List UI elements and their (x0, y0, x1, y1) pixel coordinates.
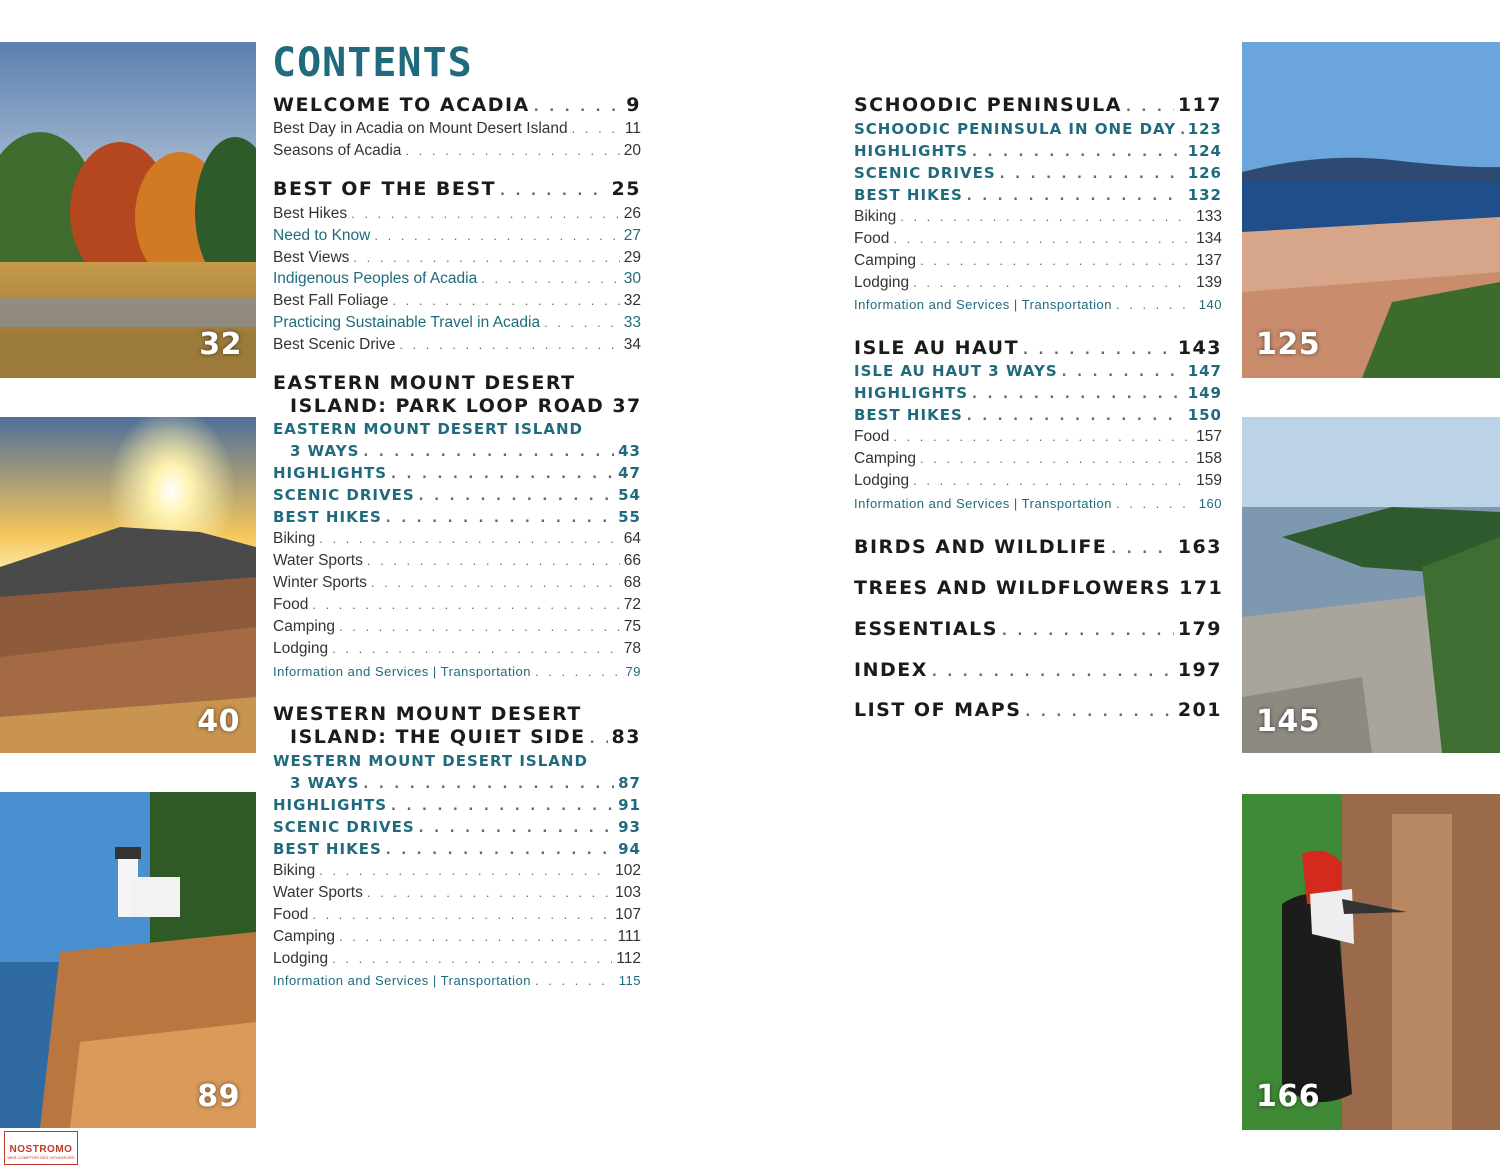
dot-leader (500, 184, 608, 199)
toc-entry-eastern-3ways[interactable] (290, 442, 641, 460)
toc-page: 34 (623, 336, 641, 353)
nostromo-logo (4, 1131, 78, 1165)
dot-leader (1025, 705, 1173, 720)
toc-label: BEST HIKES (273, 840, 382, 858)
toc-entry-s-scenic-drives[interactable] (854, 164, 1222, 182)
toc-page: 32 (623, 292, 641, 309)
toc-label: HIGHLIGHTS (854, 142, 969, 160)
toc-page: 33 (623, 314, 641, 331)
toc-entry-birds[interactable] (854, 536, 1222, 558)
toc-entry-s-biking[interactable] (854, 208, 1222, 226)
dot-leader (339, 929, 613, 944)
dot-leader (893, 231, 1192, 246)
toc-page: 140 (1198, 297, 1222, 312)
dot-leader (363, 445, 614, 460)
toc-label: ISLAND: PARK LOOP ROAD (290, 395, 605, 417)
toc-page: 157 (1196, 428, 1222, 445)
toc-page: 139 (1196, 274, 1222, 291)
toc-page: 134 (1196, 230, 1222, 247)
toc-page: 107 (615, 906, 641, 923)
toc-label: Food (273, 906, 309, 923)
toc-entry-seasons[interactable] (273, 142, 641, 160)
toc-entry-e-best-hikes[interactable] (273, 508, 641, 526)
dot-leader (1002, 624, 1174, 639)
toc-entry-western-3ways[interactable] (290, 774, 641, 792)
toc-entry-best-day[interactable] (273, 120, 641, 138)
dot-leader (371, 575, 620, 590)
dot-leader (481, 271, 620, 286)
toc-heading-western-3ways-line1[interactable]: WESTERN MOUNT DESERT ISLAND (273, 752, 588, 770)
toc-page: 112 (616, 950, 641, 967)
toc-label: Food (273, 596, 309, 613)
toc-page: 111 (617, 928, 641, 945)
toc-label: BEST HIKES (854, 186, 963, 204)
toc-label: Winter Sports (273, 574, 367, 591)
toc-entry-w-highlights[interactable] (273, 796, 641, 814)
toc-entry-s-best-hikes[interactable] (854, 186, 1222, 204)
toc-entry-schoodic[interactable] (854, 94, 1222, 116)
toc-page: 150 (1187, 406, 1222, 424)
dot-leader (332, 641, 620, 656)
toc-page: 79 (625, 664, 641, 679)
toc-page: 94 (618, 840, 641, 858)
dot-leader (1116, 297, 1195, 312)
toc-page: 158 (1196, 450, 1222, 467)
toc-page: 64 (623, 530, 641, 547)
toc-page: 201 (1177, 699, 1222, 721)
toc-label: HIGHLIGHTS (854, 384, 969, 402)
toc-entry-w-food[interactable] (273, 906, 641, 924)
toc-entry-e-winter-sports[interactable] (273, 574, 641, 592)
photo-page-number: 32 (199, 327, 242, 362)
toc-label: HIGHLIGHTS (273, 464, 388, 482)
toc-entry-e-camping[interactable] (273, 618, 641, 636)
toc-label: Lodging (854, 274, 910, 291)
toc-label: SCHOODIC PENINSULA (854, 94, 1122, 116)
sunrise-mountain-image (0, 417, 256, 753)
toc-entry-e-biking[interactable] (273, 530, 641, 548)
toc-label: SCENIC DRIVES (854, 164, 996, 182)
toc-page: 30 (623, 270, 641, 287)
toc-page: 137 (1196, 252, 1222, 269)
toc-label: LIST OF MAPS (854, 699, 1022, 721)
dot-leader (967, 189, 1184, 204)
toc-page: 66 (623, 552, 641, 569)
toc-entry-i-best-hikes[interactable] (854, 406, 1222, 424)
toc-page: 27 (623, 227, 641, 244)
dot-leader (367, 553, 620, 568)
toc-entry-i-food[interactable] (854, 428, 1222, 446)
toc-label: Camping (273, 618, 336, 635)
toc-page: 72 (623, 596, 641, 613)
toc-page: 124 (1187, 142, 1222, 160)
toc-entry-index[interactable] (854, 659, 1222, 681)
toc-page: 55 (618, 508, 641, 526)
toc-heading-eastern-line1[interactable]: EASTERN MOUNT DESERT (273, 372, 576, 394)
dot-leader (1116, 496, 1195, 511)
dot-leader (1111, 542, 1174, 557)
dot-leader (544, 315, 620, 330)
dot-leader (534, 100, 623, 115)
toc-label: Camping (273, 928, 336, 945)
photo-page-number: 145 (1256, 704, 1321, 739)
toc-entry-s-info[interactable] (854, 297, 1222, 312)
toc-page: 43 (618, 442, 641, 460)
toc-label: Best Views (273, 249, 350, 266)
toc-label: ESSENTIALS (854, 618, 998, 640)
toc-page: 179 (1177, 618, 1222, 640)
toc-label: SCENIC DRIVES (273, 486, 415, 504)
dot-leader (351, 206, 620, 221)
toc-label: SCENIC DRIVES (273, 818, 415, 836)
dot-leader (386, 843, 614, 858)
toc-label: Best Fall Foliage (273, 292, 389, 309)
toc-page: 133 (1196, 208, 1222, 225)
toc-entry-list-of-maps[interactable] (854, 699, 1222, 721)
photo-page-number: 89 (197, 1079, 240, 1114)
toc-label: ISLE AU HAUT 3 WAYS (854, 362, 1058, 380)
toc-label: Lodging (273, 640, 329, 657)
dot-leader (920, 253, 1192, 268)
isle-au-haut-coast-image (1242, 417, 1500, 753)
lighthouse-image (0, 792, 256, 1128)
toc-label: Water Sports (273, 884, 363, 901)
toc-label: TREES AND WILDFLOWERS (854, 577, 1172, 599)
dot-leader (319, 863, 611, 878)
dot-leader (1062, 365, 1184, 380)
dot-leader (972, 387, 1184, 402)
toc-page: 83 (611, 726, 641, 748)
toc-page: 93 (618, 818, 641, 836)
toc-entry-fall-foliage[interactable] (273, 292, 641, 310)
toc-entry-isle-au-haut[interactable] (854, 337, 1222, 359)
toc-entry-eastern[interactable] (290, 395, 641, 417)
toc-label: WELCOME TO ACADIA (273, 94, 530, 116)
toc-page: 147 (1187, 362, 1222, 380)
toc-page: 87 (618, 774, 641, 792)
photo-page-number: 166 (1256, 1079, 1321, 1114)
toc-entry-i-camping[interactable] (854, 450, 1222, 468)
toc-entry-e-lodging[interactable] (273, 640, 641, 658)
toc-page: 78 (623, 640, 641, 657)
photo-page-number: 125 (1256, 327, 1321, 362)
toc-heading-eastern-3ways-line1[interactable]: EASTERN MOUNT DESERT ISLAND (273, 420, 583, 438)
toc-page: 20 (623, 142, 641, 159)
photo-page-number: 40 (197, 704, 240, 739)
toc-entry-trees[interactable] (854, 577, 1222, 599)
toc-entry-w-info[interactable] (273, 973, 641, 988)
photo-schoodic-rocks (1242, 42, 1500, 378)
toc-label: Best Scenic Drive (273, 336, 396, 353)
dot-leader (405, 143, 619, 158)
toc-entry-i-3-ways[interactable] (854, 362, 1222, 380)
toc-label: BEST OF THE BEST (273, 178, 497, 200)
dot-leader (1180, 123, 1184, 138)
toc-page: 54 (618, 486, 641, 504)
toc-label: BEST HIKES (854, 406, 963, 424)
dot-leader (312, 907, 611, 922)
toc-page: 47 (618, 464, 641, 482)
toc-entry-w-best-hikes[interactable] (273, 840, 641, 858)
toc-entry-s-lodging[interactable] (854, 274, 1222, 292)
toc-label: Need to Know (273, 227, 371, 244)
toc-entry-w-biking[interactable] (273, 862, 641, 880)
toc-label: BEST HIKES (273, 508, 382, 526)
toc-entry-essentials[interactable] (854, 618, 1222, 640)
dot-leader (932, 665, 1174, 680)
toc-entry-e-highlights[interactable] (273, 464, 641, 482)
toc-page: 149 (1187, 384, 1222, 402)
logo-name: NOSTROMO (9, 1144, 73, 1155)
toc-label: Information and Services | Transportation (854, 297, 1112, 312)
dot-leader (332, 951, 612, 966)
toc-label: BIRDS AND WILDLIFE (854, 536, 1108, 558)
toc-label: Seasons of Acadia (273, 142, 402, 159)
dot-leader (419, 821, 614, 836)
toc-label: 3 WAYS (290, 442, 360, 460)
dot-leader (913, 275, 1192, 290)
dot-leader (572, 121, 621, 136)
dot-leader (386, 511, 614, 526)
toc-entry-s-camping[interactable] (854, 252, 1222, 270)
toc-page: 37 (612, 395, 642, 417)
toc-entry-w-lodging[interactable] (273, 950, 641, 968)
dot-leader (972, 145, 1184, 160)
toc-page: 160 (1198, 496, 1222, 511)
dot-leader (391, 799, 614, 814)
toc-entry-welcome[interactable] (273, 94, 641, 116)
toc-page: 115 (618, 973, 641, 988)
dot-leader (893, 429, 1192, 444)
toc-page: 171 (1179, 577, 1224, 599)
toc-entry-w-water-sports[interactable] (273, 884, 641, 902)
toc-entry-s-highlights[interactable] (854, 142, 1222, 160)
toc-label: 3 WAYS (290, 774, 360, 792)
photo-isle-coast (1242, 417, 1500, 753)
toc-entry-sustainable-travel[interactable] (273, 314, 641, 332)
dot-leader (1126, 100, 1174, 115)
dot-leader (312, 597, 619, 612)
dot-leader (900, 209, 1192, 224)
dot-leader (535, 664, 622, 679)
toc-label: Biking (273, 530, 316, 547)
toc-entry-i-lodging[interactable] (854, 472, 1222, 490)
toc-label: Best Day in Acadia on Mount Desert Island (273, 120, 568, 137)
dot-leader (1023, 343, 1174, 358)
toc-heading-western-line1[interactable]: WESTERN MOUNT DESERT (273, 703, 582, 725)
toc-page: 29 (623, 249, 641, 266)
dot-leader (1000, 167, 1184, 182)
toc-entry-scenic-drive[interactable] (273, 336, 641, 354)
dot-leader (374, 228, 619, 243)
toc-entry-w-scenic-drives[interactable] (273, 818, 641, 836)
toc-page: 102 (615, 862, 641, 879)
toc-label: Best Hikes (273, 205, 348, 222)
photo-sunrise-cadillac (0, 417, 256, 753)
toc-page: 103 (615, 884, 641, 901)
toc-label: Water Sports (273, 552, 363, 569)
dot-leader (920, 451, 1192, 466)
toc-label: Food (854, 428, 890, 445)
dot-leader (535, 973, 615, 988)
dot-leader (399, 337, 619, 352)
dot-leader (590, 732, 608, 747)
toc-page: 197 (1177, 659, 1222, 681)
toc-label: ISLAND: THE QUIET SIDE (290, 726, 586, 748)
toc-label: INDEX (854, 659, 928, 681)
toc-label: Practicing Sustainable Travel in Acadia (273, 314, 541, 331)
toc-page: 163 (1177, 536, 1222, 558)
dot-leader (913, 473, 1192, 488)
toc-page: 68 (623, 574, 641, 591)
dot-leader (392, 293, 619, 308)
toc-entry-i-highlights[interactable] (854, 384, 1222, 402)
dot-leader (319, 531, 620, 546)
dot-leader (967, 409, 1184, 424)
photo-autumn-marsh (0, 42, 256, 378)
toc-page: 117 (1177, 94, 1222, 116)
toc-label: Biking (854, 208, 897, 225)
toc-entry-western[interactable] (290, 726, 641, 748)
toc-entry-w-camping[interactable] (273, 928, 641, 946)
dot-leader (353, 250, 619, 265)
toc-label: Indigenous Peoples of Acadia (273, 270, 478, 287)
photo-woodpecker (1242, 794, 1500, 1130)
dot-leader (367, 885, 611, 900)
toc-page: 123 (1187, 120, 1222, 138)
toc-entry-need-to-know[interactable] (273, 227, 641, 245)
toc-page: 132 (1187, 186, 1222, 204)
toc-page: 11 (624, 120, 641, 137)
toc-label: HIGHLIGHTS (273, 796, 388, 814)
toc-page: 159 (1196, 472, 1222, 489)
toc-entry-i-info[interactable] (854, 496, 1222, 511)
toc-label: Camping (854, 450, 917, 467)
toc-entry-e-scenic-drives[interactable] (273, 486, 641, 504)
toc-entry-e-water-sports[interactable] (273, 552, 641, 570)
toc-entry-best-of-the-best[interactable] (273, 178, 641, 200)
toc-label: Information and Services | Transportation (273, 973, 531, 988)
dot-leader (419, 489, 614, 504)
dot-leader (363, 777, 614, 792)
toc-label: Camping (854, 252, 917, 269)
toc-entry-s-food[interactable] (854, 230, 1222, 248)
toc-page: 75 (623, 618, 641, 635)
toc-label: Food (854, 230, 890, 247)
toc-page: 26 (623, 205, 641, 222)
toc-page: 9 (626, 94, 641, 116)
page-title: CONTENTS (272, 40, 473, 86)
toc-entry-e-food[interactable] (273, 596, 641, 614)
toc-label: ISLE AU HAUT (854, 337, 1020, 359)
toc-page: 91 (618, 796, 641, 814)
toc-entry-best-hikes[interactable] (273, 205, 641, 223)
toc-label: Lodging (273, 950, 329, 967)
toc-label: SCHOODIC PENINSULA IN ONE DAY (854, 120, 1177, 138)
toc-entry-e-info[interactable] (273, 664, 641, 679)
logo-tagline: WEB COMPTOIR DES VOYAGEURS (7, 1155, 75, 1160)
toc-label: Biking (273, 862, 316, 879)
toc-label: Information and Services | Transportation (273, 664, 531, 679)
dot-leader (339, 619, 620, 634)
toc-entry-best-views[interactable] (273, 249, 641, 267)
dot-leader (391, 467, 614, 482)
toc-page: 143 (1177, 337, 1222, 359)
toc-label: Lodging (854, 472, 910, 489)
toc-page: 126 (1187, 164, 1222, 182)
toc-label: Information and Services | Transportation (854, 496, 1112, 511)
toc-entry-s-one-day[interactable] (854, 120, 1222, 138)
toc-page: 25 (611, 178, 641, 200)
toc-entry-indigenous[interactable] (273, 270, 641, 288)
photo-lighthouse (0, 792, 256, 1128)
